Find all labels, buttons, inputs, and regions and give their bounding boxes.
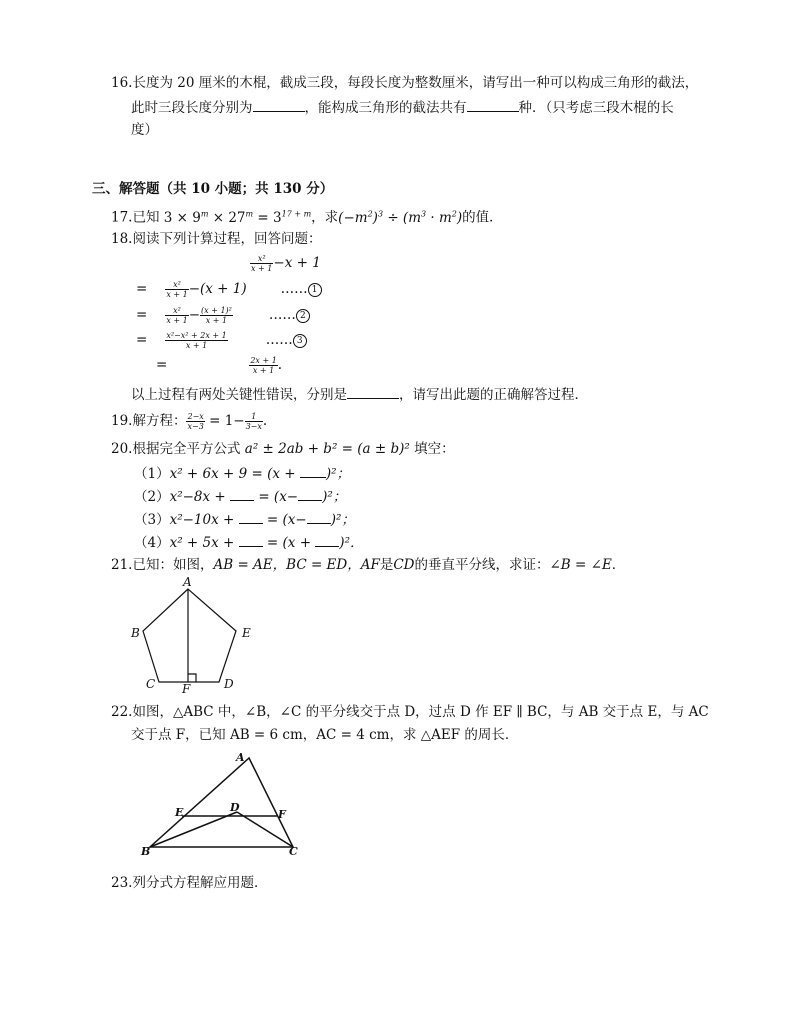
q17-s6: 3 [421, 209, 427, 218]
q18-top-num: x² [250, 254, 273, 264]
q18-s2-den1: x + 1 [166, 316, 188, 325]
q18-intro [111, 230, 321, 248]
q21-number: 21. [111, 557, 133, 573]
q21-cd: CD [393, 557, 415, 573]
q18-step-2: = $\frac{\text{x²}}{x + 1}$ − $\frac{\text{(x + 1)²}}{x + 1}$ …… 2 [136, 306, 310, 325]
q18-s4-num: 2x + 1 [250, 356, 277, 365]
q21-label-d: D [224, 677, 234, 691]
q22-text-1: 如图，△ABC 中，∠B，∠C 的平分线交于点 D，过点 D 作 EF ∥ BC，与 AB 交于点 E，与 AC [132, 704, 709, 720]
q17-e6: ÷ (m [383, 209, 421, 226]
q19-pre: 解方程： [132, 413, 187, 429]
q18-circle-2: 2 [296, 309, 310, 323]
q22-line1 [111, 703, 709, 721]
q21-label-b: B [131, 626, 140, 640]
q22-label-c: C [289, 845, 298, 858]
q18-s2-num2: (x + 1)² [201, 306, 232, 315]
q21-label-e: E [242, 626, 251, 640]
q20-item-2-left: x²−8x + [169, 489, 231, 505]
q20-item-3-left: x²−10x + [169, 512, 239, 528]
q20-pre: 根据完全平方公式 [132, 441, 241, 457]
q20-item-1-left: x² + 6x + 9 = (x + [169, 466, 300, 482]
q20-item-1 [134, 464, 350, 483]
q20-item-1-blank[interactable] [300, 464, 326, 478]
q16-blank-count[interactable] [467, 98, 519, 112]
q20-item-4 [134, 533, 363, 552]
q18-number: 18. [111, 231, 133, 247]
q19-post: . [262, 413, 268, 429]
q19-mid: = 1− [204, 413, 245, 429]
q18-step-1 [136, 280, 322, 299]
q18-s3-frac [165, 331, 227, 350]
q21-cond: AB = AE，BC = ED，AF [213, 557, 380, 573]
q20-item-2-label: （2） [134, 489, 170, 505]
q20-item-4-label: （4） [134, 535, 170, 551]
q22-triangle-figure [138, 748, 308, 860]
q18-s2-frac2 [200, 306, 233, 325]
q16-number: 16. [111, 75, 133, 91]
q18-tail-b: ，请写出此题的正确解答过程． [399, 387, 588, 403]
q18-s1-den: x + 1 [166, 290, 188, 299]
q20-item-2-blank-b[interactable] [298, 487, 322, 501]
q17-s1: m [200, 209, 209, 218]
q20-intro [111, 440, 455, 458]
q18-s2-den2: x + 1 [205, 316, 228, 325]
q20-item-4-mid: = (x + [262, 535, 316, 551]
q16-text-2a: 此时三段长度分别为 [131, 100, 253, 116]
q21-right-angle-mark [188, 674, 196, 682]
q18-eq-1: = [136, 281, 148, 297]
q21-text-b: 是 [379, 557, 394, 573]
q21-text [111, 556, 625, 574]
q22-label-d: D [230, 801, 240, 814]
q22-line-bd [150, 812, 237, 847]
q18-s1-num: x² [165, 280, 188, 290]
q18-eq-4: = [156, 357, 168, 373]
q23-text: 列分式方程解应用题． [132, 875, 268, 891]
q18-expression-top [250, 254, 321, 273]
q18-dots-3: …… [265, 332, 293, 348]
q18-s4-end: . [277, 357, 283, 373]
q16-line2 [131, 98, 674, 117]
q19-number: 19. [111, 413, 133, 429]
q20-item-3-blank-b[interactable] [307, 510, 331, 524]
q18-step-4 [156, 356, 282, 375]
q20-item-2-right: )²； [322, 489, 347, 505]
q20-number: 20. [111, 441, 133, 457]
q17-s3: 17 + m [281, 209, 312, 218]
q16-blank-lengths[interactable] [253, 98, 305, 112]
q19-frac-2 [245, 412, 263, 431]
q22-label-a: A [236, 751, 245, 764]
q17-expression [164, 210, 311, 226]
q18-s3-num: x²−x² + 2x + 1 [166, 331, 227, 340]
q18-s4-frac [249, 356, 277, 375]
q18-s2-frac1 [165, 306, 188, 325]
q18-tail [131, 385, 588, 404]
q17-s5: 3 [377, 209, 384, 218]
q20-item-2-blank-a[interactable] [230, 487, 254, 501]
q21-text-a: 已知：如图， [132, 557, 214, 573]
q20-item-4-blank-b[interactable] [315, 533, 339, 547]
q20-item-3-label: （3） [134, 512, 170, 528]
q18-step-3 [136, 331, 307, 350]
q17-number: 17. [111, 209, 133, 226]
q21-pentagon [143, 589, 236, 682]
q20-item-3-right: )²； [330, 512, 355, 528]
q19 [111, 412, 267, 431]
q21-pentagon-figure [126, 575, 266, 695]
q20-item-3 [134, 510, 355, 529]
q16-line1 [111, 74, 698, 92]
q20-formula: a² ± 2ab + b² = (a ± b)² [244, 441, 410, 457]
q22-text-2: 交于点 F，已知 AB = 6 cm，AC = 4 cm，求 △AEF 的周长． [131, 727, 519, 743]
q20-item-3-mid: = (x− [262, 512, 307, 528]
q20-item-1-label: （1） [134, 466, 170, 482]
q17-e4: (−m [338, 209, 368, 226]
q19-f1-den: x−3 [187, 422, 204, 431]
q20-item-4-blank-a[interactable] [239, 533, 263, 547]
q21-label-a: A [183, 575, 192, 589]
q18-dots-1: …… [280, 281, 308, 297]
q18-top-den: x + 1 [251, 264, 273, 273]
q19-f2-num: 1 [245, 412, 263, 422]
q22-label-f: F [278, 808, 286, 821]
q18-circle-3: 3 [293, 334, 307, 348]
q18-text: 阅读下列计算过程，回答问题： [132, 231, 322, 247]
q21-label-c: C [146, 677, 156, 691]
q21-label-f: F [182, 682, 191, 695]
q18-eq-2: = [136, 307, 148, 323]
q20-item-3-blank-a[interactable] [239, 510, 263, 524]
q18-s3-den: x + 1 [185, 341, 208, 350]
q16-text-1: 长度为 20 厘米的木棍，截成三段，每段长度为整数厘米，请写出一种可以构成三角形的截法， [132, 75, 699, 91]
q21-end: ． [611, 557, 626, 573]
q19-f2-den: 3−x [245, 422, 262, 431]
q20-item-4-right: )²． [339, 535, 364, 551]
q20-item-2-mid: = (x− [254, 489, 299, 505]
q16-text-3: 度） [131, 122, 158, 138]
q19-frac-1 [186, 412, 204, 431]
q18-dots-2: …… [268, 307, 296, 323]
q19-f1-num: 2−x [187, 412, 204, 421]
section-3-title: 三、解答题（共 10 小题；共 130 分） [92, 181, 334, 197]
q18-tail-a: 以上过程有两处关键性错误，分别是 [131, 387, 347, 403]
q18-eq-3: = [136, 332, 148, 348]
q17-s7: 2 [451, 209, 457, 218]
q17-e1: 3 × 9 [163, 209, 201, 226]
q18-blank-errors[interactable] [347, 385, 399, 399]
q17-e3: = 3 [253, 209, 282, 226]
q17-pre: 已知 [132, 209, 160, 226]
q23 [111, 874, 267, 892]
q17-e2: × 27 [208, 209, 246, 226]
q22-label-e: E [175, 806, 184, 819]
q22-label-b: B [141, 845, 151, 858]
q18-s2-num1: x² [165, 306, 188, 316]
q17-s2: m [245, 209, 254, 218]
q20-post: 填空： [414, 441, 455, 457]
q17-e5: ) [372, 209, 378, 226]
q17-expression-2 [338, 210, 462, 226]
q17 [111, 205, 503, 227]
q22-number: 22. [111, 704, 133, 720]
q16-text-2b: ，能构成三角形的截法共有 [304, 100, 467, 116]
q18-circle-1: 1 [308, 283, 322, 297]
q18-s4-den: x + 1 [252, 366, 275, 375]
q23-number: 23. [111, 875, 133, 891]
q18-top-rest: −x + 1 [273, 255, 321, 271]
q17-s4: 2 [367, 209, 373, 218]
q18-s1-rest: −(x + 1) [188, 281, 247, 297]
q16-text-2c: 种．（只考虑三段木棍的长 [518, 100, 674, 116]
q17-post: 的值． [462, 209, 503, 226]
q17-e7: · m [426, 209, 452, 226]
q17-e8: ) [456, 209, 463, 226]
q18-s1-frac [165, 280, 188, 299]
q20-item-4-left: x² + 5x + [169, 535, 239, 551]
q18-top-frac [250, 254, 273, 273]
q21-angle: ∠B = ∠E [549, 557, 612, 573]
q21-text-c: 的垂直平分线，求证： [414, 557, 550, 573]
q17-mid: ，求 [311, 209, 339, 226]
q20-item-1-right: )²； [325, 466, 351, 482]
q20-item-2 [134, 487, 346, 506]
